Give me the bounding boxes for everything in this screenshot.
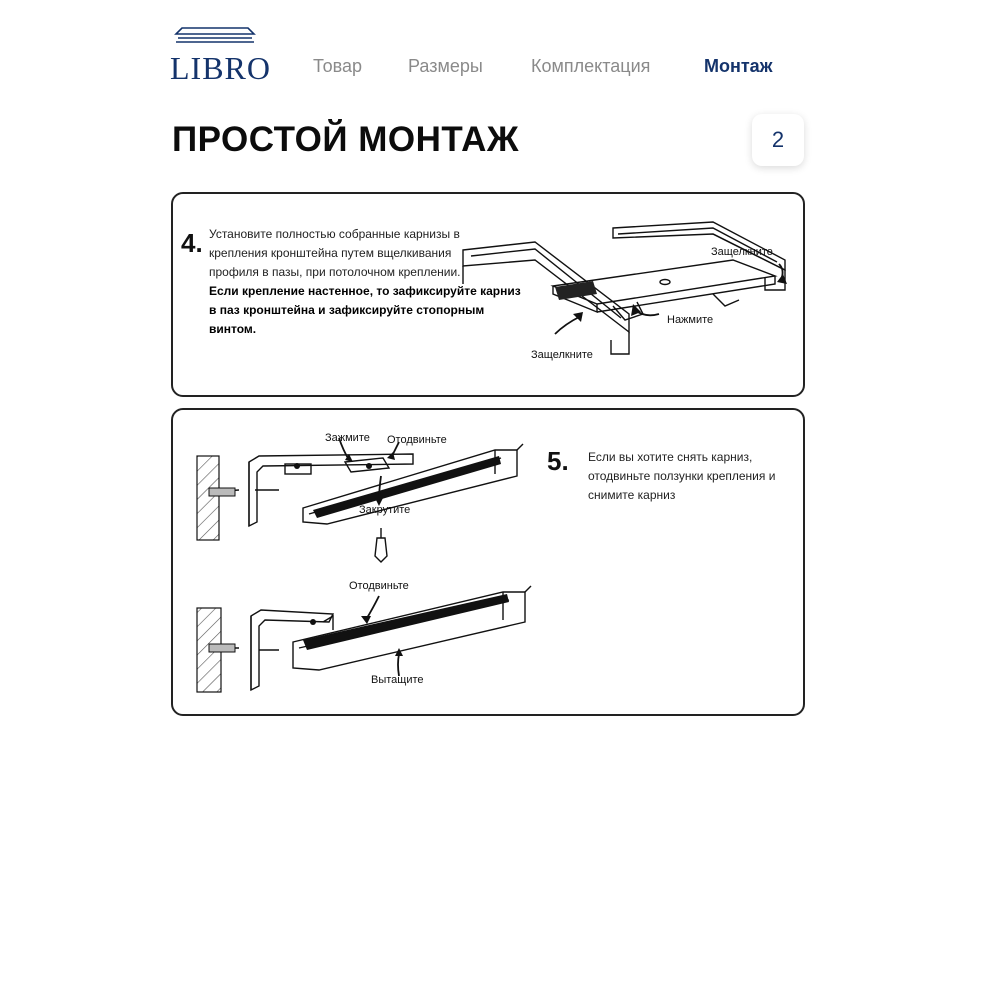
label-snap-bottom: Защелкните: [531, 349, 593, 361]
wall-bracket-removal-illustration: [173, 410, 803, 714]
nav-item-komplektaciya[interactable]: Комплектация: [531, 56, 651, 76]
slide-arrow-head: [361, 616, 371, 624]
ceiling-rail-mounting-illustration: [173, 194, 803, 395]
step-4-panel: [171, 192, 805, 397]
nav-item-tovar[interactable]: Товар: [313, 56, 362, 76]
label-clamp: Зажмите: [325, 432, 370, 444]
label-slide-away-2: Отодвиньте: [349, 580, 409, 592]
nav-item-montazh[interactable]: Монтаж: [704, 56, 773, 76]
lower-diagram: [197, 586, 531, 692]
page-number-badge[interactable]: 2: [752, 114, 804, 166]
step-5-text-line: отодвиньте ползунки крепления и: [588, 469, 776, 483]
upper-diagram: [197, 438, 523, 562]
label-snap-top: Защелкните: [711, 246, 773, 258]
label-tighten: Закрутите: [359, 504, 411, 516]
step-4-text-line: крепления кронштейна путем вщелкивания: [209, 246, 452, 260]
step-4-text-line: Установите полностью собранные карнизы в: [209, 227, 460, 241]
nav-item-razmery[interactable]: Размеры: [408, 56, 483, 76]
logo-text: LIBRO: [170, 50, 271, 86]
step-5-text-line: снимите карниз: [588, 488, 676, 502]
step-4-bold-line: Если крепление настенное, то зафиксируйте карниз: [209, 284, 521, 298]
brand-logo[interactable]: [170, 24, 271, 86]
logo-roof-icon: [170, 24, 260, 50]
label-pull-out: Вытащите: [371, 674, 424, 686]
step-4-number: 4.: [181, 228, 203, 258]
step-5-text-line: Если вы хотите снять карниз,: [588, 450, 753, 464]
page-title: ПРОСТОЙ МОНТАЖ: [172, 120, 520, 159]
step-5-number: 5.: [547, 446, 569, 476]
step-4-bold-line: в паз кронштейна и зафиксируйте стопорным: [209, 303, 485, 317]
label-press: Нажмите: [667, 314, 714, 326]
step-4-text-line: профиля в пазы, при потолочном креплении.: [209, 265, 461, 279]
step-4-bold-line: винтом.: [209, 322, 257, 336]
step-5-panel: [171, 408, 805, 716]
label-slide-away-1: Отодвиньте: [387, 434, 447, 446]
